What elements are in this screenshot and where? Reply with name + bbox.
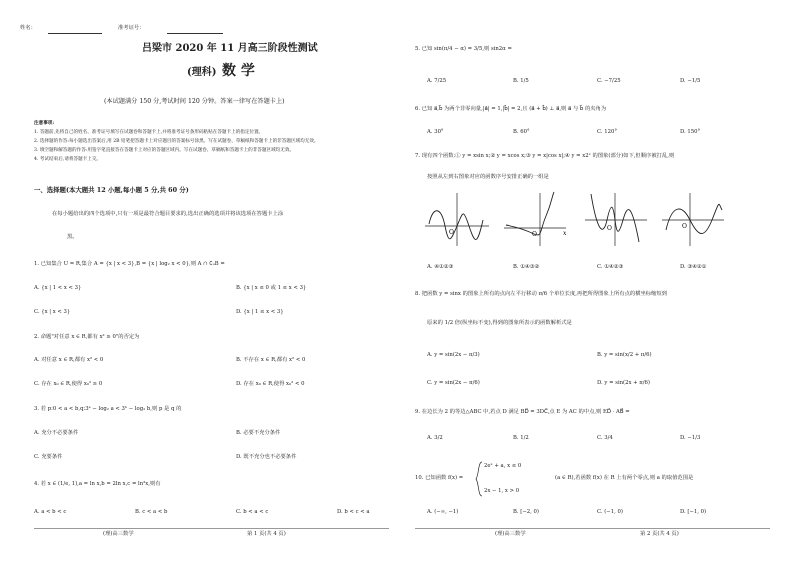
option-c: C. ①④②③ <box>597 264 624 270</box>
option-b: B. 60° <box>513 129 530 135</box>
section-desc-end: 黑。 <box>67 234 78 240</box>
option-c: C. 3/4 <box>597 435 613 441</box>
footer-page-number: 第 2 页(共 4 页) <box>640 531 679 537</box>
name-blank <box>48 33 102 34</box>
option-b: B. ①④③② <box>513 264 540 270</box>
question-stem-cont: 按照从左到右图象对应的函数序号安排正确的一组是 <box>427 174 549 180</box>
question-stem: 10. 已知函数 f(x) = <box>415 475 464 481</box>
option-d: D. {x | 1 ≤ x < 3} <box>236 309 284 315</box>
exam-subject: 数 学 <box>222 63 255 79</box>
option-d: D. ③④②① <box>680 264 707 270</box>
exam-title: 吕梁市 2020 年 11 月高三阶段性测试 <box>142 43 318 54</box>
exam-type: (理科) <box>187 67 217 78</box>
graph-x-label: x <box>563 230 567 237</box>
question-stem-cont: 原来的 1/2 倍(纵坐标不变),得到的图象所表示的函数解析式是 <box>427 320 572 326</box>
piecewise-case-1: 2eˣ + a, x ≤ 0 <box>484 463 522 469</box>
option-b: B. 不存在 x ∈ R,都有 x² < 0 <box>236 357 306 363</box>
footer-divider <box>415 528 770 529</box>
option-b: B. y = sin(x/2 + π/6) <box>597 352 652 358</box>
piecewise-case-2: 2x − 1, x > 0 <box>484 488 520 494</box>
option-b: B. c < a < b <box>135 509 168 515</box>
option-d: D. 存在 x₀ ∈ R,使得 x₀² < 0 <box>236 381 305 387</box>
option-a: A. (−∞, −1) <box>427 509 459 515</box>
option-a: A. 7/25 <box>427 78 447 84</box>
option-c: C. {x | x < 3} <box>34 309 71 315</box>
question-stem: 7. 现有四个函数:① y = xsin x;② y = xcos x;③ y = x|cos x|;④ y = x2ˣ 的图象(部分)如下,但顺序被打乱,则 <box>415 153 675 159</box>
graph-1 <box>423 190 493 248</box>
exam-id-label: 准考证号： <box>118 25 145 31</box>
option-c: C. (−1, 0) <box>597 509 623 515</box>
option-c: C. 存在 x₀ ∈ R,使得 x₀² ≥ 0 <box>34 381 103 387</box>
graph-origin-label: O <box>607 225 612 232</box>
option-c: C. 120° <box>597 129 617 135</box>
graph-origin-label: O <box>449 229 454 236</box>
question-stem: 3. 若 p:0 < a < b,q:3ᵃ − log₂ a < 3ᵇ − log₂ b,则 p 是 q 的 <box>34 406 182 412</box>
option-d: D. [−1, 0) <box>680 509 707 515</box>
note-item: 4. 考试结束后,请将答题卡上交。 <box>34 157 102 162</box>
footer-page-number: 第 1 页(共 4 页) <box>247 531 286 537</box>
question-stem: 8. 把函数 y = sinx 的图象上所有的点向左平行移动 π/6 个单位长度,再把所得图象上所有点的横坐标缩短到 <box>415 291 667 297</box>
graph-3 <box>583 190 651 248</box>
question-stem: 2. 命题"对任意 x ∈ R,都有 x² ≥ 0"的否定为 <box>34 334 140 340</box>
exam-instructions: (本试题满分 150 分,考试时间 120 分钟。答案一律写在答题卡上) <box>104 98 285 105</box>
footer-divider <box>34 528 389 529</box>
graph-origin-label: O <box>532 231 537 238</box>
option-b: B. [−2, 0) <box>513 509 539 515</box>
option-a: A. a < b < c <box>34 509 67 515</box>
question-stem: 6. 已知 a⃗,b⃗ 为两个非零向量,|a⃗| = 1,|b⃗| = 2,且 (a⃗ + b⃗) ⊥ a⃗,则 a⃗ 与 b⃗ 的夹角为 <box>415 106 607 112</box>
exam-id-blank <box>167 33 223 34</box>
section-desc: 在每小题给出的四个选项中,只有一项是最符合题目要求的,选出正确的选项并将该选项在答题卡上涂 <box>52 211 284 217</box>
option-c: C. −7/25 <box>597 78 621 84</box>
footer-subject: (理)高三数学 <box>495 531 526 537</box>
graph-2 <box>502 190 570 248</box>
option-d: D. y = sin(2x + π/6) <box>597 380 650 386</box>
question-stem: 4. 若 x ∈ (1/e, 1),a = ln x,b = 2ln x,c = ln³x,则有 <box>34 481 161 487</box>
question-stem: 1. 已知集合 U = R,集合 A = {x | x < 3},B = {x | log₂ x < 0},则 A ∩ ∁ᵤB = <box>34 261 225 267</box>
option-d: D. −1/3 <box>680 435 701 441</box>
option-c: C. y = sin(2x − π/6) <box>427 380 480 386</box>
question-stem: 5. 已知 sin(π/4 − α) = 3/5,则 sin2α = <box>415 46 512 52</box>
question-stem: 9. 在边长为 2 的等边△ABC 中,若点 D 满足 BD⃗ = 3DC⃗,点 E 为 AC 的中点,则 ED⃗ · AB⃗ = <box>415 409 630 415</box>
option-b: B. {x | x ≤ 0 或 1 ≤ x < 3} <box>236 285 307 291</box>
note-item: 3. 填空题和解答题的作答:用签字笔直接答在答题卡上对应的答题区域内。写在试题卷、草稿纸和答题卡上的非答题区域均无效。 <box>34 148 295 153</box>
option-b: B. 1/5 <box>513 78 529 84</box>
notes-heading: 注意事项: <box>34 121 55 126</box>
option-a: A. {x | 1 < x < 3} <box>34 285 82 291</box>
option-c: C. b < a < c <box>236 509 269 515</box>
note-item: 1. 答题前,先将自己的姓名、准考证号填写在试题卷和答题卡上,并将准考证号条形码粘贴在答题卡上的指定位置。 <box>34 130 264 135</box>
option-a: A. 对任意 x ∈ R,都有 x² < 0 <box>34 357 104 363</box>
note-item: 2. 选择题的作答:每小题选出答案后,用 2B 铅笔把答题卡上对应题目的答案标号涂黑。写在试题卷、草稿纸和答题卡上的非答题区域均无效。 <box>34 139 319 144</box>
option-c: C. 充要条件 <box>34 454 63 460</box>
graph-origin-label: O <box>682 223 687 230</box>
option-b: B. 必要不充分条件 <box>236 430 281 436</box>
name-label: 姓名： <box>20 25 36 31</box>
option-a: A. 3/2 <box>427 435 443 441</box>
option-d: D. −1/5 <box>680 78 701 84</box>
option-d: D. b < c < a <box>337 509 370 515</box>
piecewise-brace <box>475 461 483 497</box>
option-b: B. 1/2 <box>513 435 529 441</box>
section-title: 一、选择题(本大题共 12 小题,每小题 5 分,共 60 分) <box>34 186 189 194</box>
question-stem-tail: (a ∈ R),若函数 f(x) 在 R 上有两个零点,则 a 的取值范围是 <box>555 475 694 481</box>
option-d: D. 150° <box>680 129 701 135</box>
option-a: A. 充分不必要条件 <box>34 430 79 436</box>
option-d: D. 既不充分也不必要条件 <box>236 454 297 460</box>
graph-4 <box>660 190 728 248</box>
footer-subject: (理)高三数学 <box>103 531 134 537</box>
option-a: A. 30° <box>427 129 444 135</box>
option-a: A. ④①②③ <box>427 264 454 270</box>
option-a: A. y = sin(2x − π/3) <box>427 352 480 358</box>
